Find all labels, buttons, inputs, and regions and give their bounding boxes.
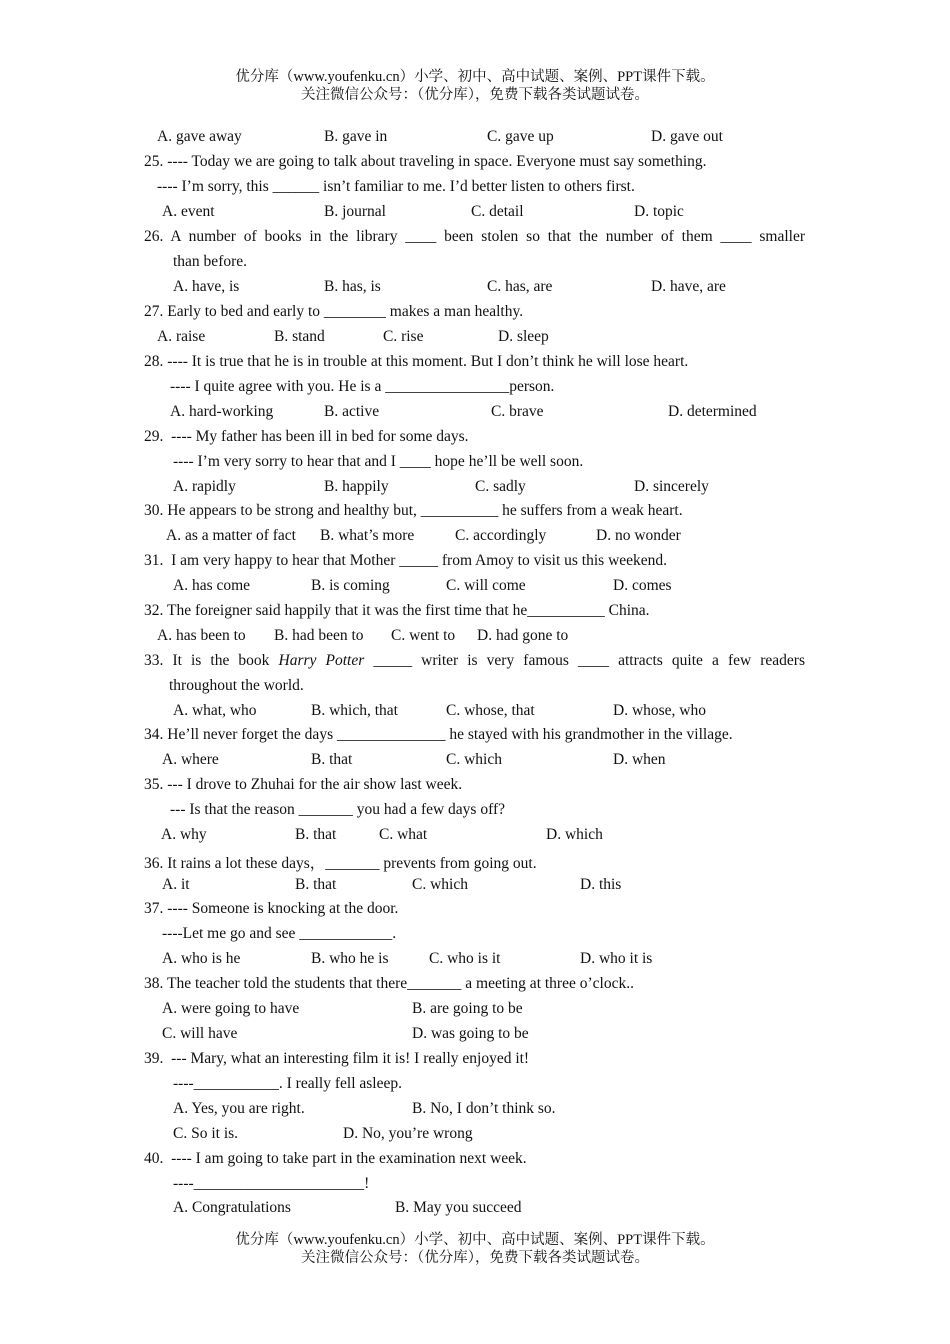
question-stem: 32. The foreigner said happily that it was the first time that he__________ China. — [144, 602, 650, 619]
question-stem: 36. It rains a lot these days，_______ prevents from going out. — [144, 855, 537, 872]
option-b[interactable]: B. May you succeed — [395, 1199, 522, 1216]
question-stem: 38. The teacher told the students that there_______ a meeting at three o’clock.. — [144, 975, 634, 992]
option-d[interactable]: D. who it is — [580, 950, 653, 967]
question-stem-continued: than before. — [173, 253, 248, 270]
option-d[interactable]: D. had gone to — [477, 627, 569, 644]
option-a[interactable]: A. it — [162, 876, 190, 893]
option-a[interactable]: A. Congratulations — [173, 1199, 291, 1216]
option-b[interactable]: B. what’s more — [320, 527, 415, 544]
option-c[interactable]: C. who is it — [429, 950, 501, 967]
stem-after-title: _____ writer is very famous ____ attracts quite a few readers — [364, 652, 806, 669]
question-stem: 34. He’ll never forget the days ______________ he stayed with his grandmother in the village. — [144, 726, 733, 743]
header-line-1: 优分库（www.youfenku.cn）小学、初中、高中试题、案例、PPT课件下载。 — [235, 69, 715, 85]
option-a[interactable]: A. has come — [173, 577, 251, 594]
option-b[interactable]: B. active — [324, 403, 380, 420]
option-c[interactable]: C. went to — [391, 627, 456, 644]
option-a[interactable]: A. as a matter of fact — [166, 527, 296, 544]
option-d[interactable]: D. have, are — [651, 278, 726, 295]
option-a[interactable]: A. rapidly — [173, 478, 236, 495]
option-d[interactable]: D. comes — [613, 577, 672, 594]
footer-line-2: 关注微信公众号：（优分库），免费下载各类试题试卷。 — [301, 1250, 649, 1266]
question-stem: 29. ---- My father has been ill in bed for some days. — [144, 428, 469, 445]
question-stem: 37. ---- Someone is knocking at the door. — [144, 900, 399, 917]
option-c[interactable]: C. whose, that — [446, 702, 535, 719]
option-a[interactable]: A. why — [161, 826, 207, 843]
question-stem — [144, 652, 805, 670]
option-b[interactable]: B. has, is — [324, 278, 381, 295]
option-d[interactable]: D. when — [613, 751, 666, 768]
option-b[interactable]: B. that — [295, 876, 337, 893]
option-c[interactable]: C. will have — [162, 1025, 238, 1042]
option-c[interactable]: C. brave — [491, 403, 544, 420]
option-d[interactable]: D. gave out — [651, 128, 723, 145]
option-a[interactable]: A. gave away — [157, 128, 242, 145]
question-reply: ----Let me go and see ____________. — [162, 925, 397, 942]
option-c[interactable]: C. accordingly — [455, 527, 547, 544]
option-d[interactable]: D. whose, who — [613, 702, 706, 719]
option-a[interactable]: A. what, who — [173, 702, 257, 719]
option-a[interactable]: A. raise — [157, 328, 206, 345]
question-stem: 31. I am very happy to hear that Mother _____ from Amoy to visit us this weekend. — [144, 552, 668, 569]
book-title: Harry Potter — [278, 652, 365, 669]
question-reply: ---- I’m very sorry to hear that and I ____ hope he’ll be well soon. — [173, 453, 584, 470]
option-d[interactable]: D. sincerely — [634, 478, 709, 495]
option-c[interactable]: C. gave up — [487, 128, 554, 145]
option-b[interactable]: B. who he is — [311, 950, 389, 967]
option-a[interactable]: A. has been to — [157, 627, 246, 644]
question-stem: 35. --- I drove to Zhuhai for the air show last week. — [144, 776, 463, 793]
option-c[interactable]: C. which — [412, 876, 468, 893]
option-a[interactable]: A. where — [162, 751, 219, 768]
option-b[interactable]: B. which, that — [311, 702, 398, 719]
question-stem: 30. He appears to be strong and healthy but, __________ he suffers from a weak heart. — [144, 502, 683, 519]
option-a[interactable]: A. hard-working — [170, 403, 274, 420]
option-c[interactable]: C. So it is. — [173, 1125, 239, 1142]
option-d[interactable]: D. was going to be — [412, 1025, 529, 1042]
question-reply: ----___________. I really fell asleep. — [173, 1075, 402, 1092]
option-b[interactable]: B. stand — [274, 328, 325, 345]
footer-line-1: 优分库（www.youfenku.cn）小学、初中、高中试题、案例、PPT课件下载。 — [235, 1232, 715, 1248]
question-stem: 27. Early to bed and early to ________ makes a man healthy. — [144, 303, 524, 320]
option-d[interactable]: D. determined — [668, 403, 757, 420]
option-b[interactable]: B. that — [295, 826, 337, 843]
option-a[interactable]: A. have, is — [173, 278, 240, 295]
header-line-2: 关注微信公众号：（优分库），免费下载各类试题试卷。 — [301, 87, 649, 103]
option-d[interactable]: D. No, you’re wrong — [343, 1125, 473, 1142]
option-b[interactable]: B. No, I don’t think so. — [412, 1100, 556, 1117]
option-b[interactable]: B. that — [311, 751, 353, 768]
question-reply: ---- I’m sorry, this ______ isn’t familiar to me. I’d better listen to others first. — [157, 178, 635, 195]
question-reply: --- Is that the reason _______ you had a few days off? — [170, 801, 506, 818]
option-c[interactable]: C. rise — [383, 328, 424, 345]
option-d[interactable]: D. this — [580, 876, 622, 893]
option-b[interactable]: B. happily — [324, 478, 389, 495]
option-c[interactable]: C. what — [379, 826, 428, 843]
question-stem: 28. ---- It is true that he is in trouble at this moment. But I don’t think he will lose heart. — [144, 353, 689, 370]
option-b[interactable]: B. journal — [324, 203, 386, 220]
option-d[interactable]: D. topic — [634, 203, 684, 220]
question-reply: ----______________________! — [173, 1175, 370, 1192]
option-c[interactable]: C. which — [446, 751, 502, 768]
option-c[interactable]: C. sadly — [475, 478, 526, 495]
option-b[interactable]: B. are going to be — [412, 1000, 523, 1017]
option-a[interactable]: A. who is he — [162, 950, 241, 967]
question-reply: ---- I quite agree with you. He is a ________________person. — [170, 378, 555, 395]
option-d[interactable]: D. which — [546, 826, 603, 843]
question-stem: 26. A number of books in the library ____ been stolen so that the number of them ____ smaller — [144, 228, 805, 245]
question-stem: 40. ---- I am going to take part in the examination next week. — [144, 1150, 527, 1167]
option-c[interactable]: C. has, are — [487, 278, 553, 295]
option-b[interactable]: B. had been to — [274, 627, 364, 644]
option-c[interactable]: C. will come — [446, 577, 526, 594]
stem-before-title: 33. It is the book — [144, 652, 279, 669]
option-b[interactable]: B. is coming — [311, 577, 390, 594]
question-stem-continued: throughout the world. — [169, 677, 304, 694]
option-a[interactable]: A. event — [162, 203, 215, 220]
option-d[interactable]: D. no wonder — [596, 527, 681, 544]
option-b[interactable]: B. gave in — [324, 128, 388, 145]
question-stem: 25. ---- Today we are going to talk about traveling in space. Everyone must say something. — [144, 153, 707, 170]
question-stem: 39. --- Mary, what an interesting film it is! I really enjoyed it! — [144, 1050, 530, 1067]
option-a[interactable]: A. Yes, you are right. — [173, 1100, 305, 1117]
option-a[interactable]: A. were going to have — [162, 1000, 300, 1017]
option-d[interactable]: D. sleep — [498, 328, 549, 345]
option-c[interactable]: C. detail — [471, 203, 524, 220]
